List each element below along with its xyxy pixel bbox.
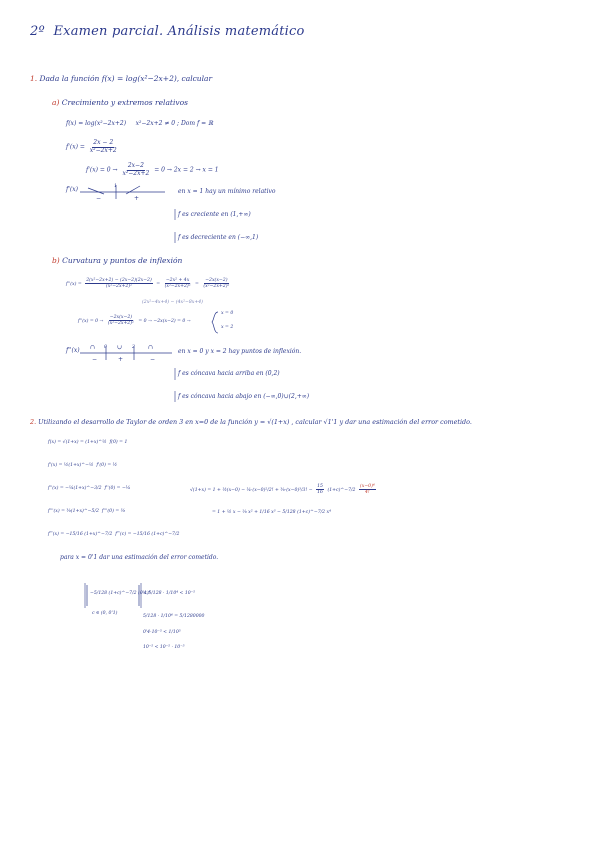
- q2-derivative-row: f'(x) = ½(1+x)^−½ f'(0) = ½: [48, 463, 118, 468]
- q1b-sign-2: +: [118, 356, 124, 363]
- q2-error-bound: −5/128 (1+c)^−7/2 (0'1)⁴: [90, 591, 151, 596]
- exam-title: Examen parcial. Análisis matemático: [53, 24, 305, 39]
- q2-statement: [30, 418, 472, 426]
- q2-error-intro: para x = 0'1 dar una estimación del error cometido.: [60, 554, 219, 561]
- q2-derivative-row: f⁗(x) = −15/16 (1+x)^−7/2 f⁗(c) = −15/16 (1+c)^−7/2: [48, 532, 180, 537]
- q1b-curvature-1: ∩: [90, 344, 96, 351]
- q1a-minimum-note: en x = 1 hay un mínimo relativo: [178, 188, 276, 195]
- q1a-heading: [52, 98, 188, 107]
- q1b-concave-up: f es cóncava hacia arriba en (0,2): [178, 370, 280, 377]
- q2-number: 2.: [30, 418, 37, 426]
- q1b-curvature-2: ∪: [117, 344, 123, 351]
- q2-error-condition: c ∈ (0, 0'1): [92, 611, 118, 616]
- q1a-letter: a): [52, 98, 60, 107]
- q1a-title: Crecimiento y extremos relativos: [61, 98, 188, 107]
- q1b-inflection-solve: f''(x) = 0 → $\frac{-2x(x-2)}{\text{(x²−2x+2)²}}$ = 0 → −2x(x−2) = 0 →: [78, 315, 191, 327]
- q1b-inflection-note: en x = 0 y x = 2 hay puntos de inflexión.: [178, 348, 302, 355]
- q1b-sign-chart-label: f''(x): [66, 347, 80, 354]
- q2-derivative-row: f''(x) = −¼(1+x)^−3/2 f''(0) = −¼: [48, 486, 131, 491]
- q1b-second-derivative: f''(x) = $\frac{\text{2(x²−2x+2) − (2x−2)(2x−2)}}{\text{(x²−2x+2)²}}$ = $\frac{\text{−2x² + 4x}}{\text{(x²−2x+2)²}}$ = $\frac{-2x(x-2)}{\text{(x²−2x+2)²}}$: [66, 278, 230, 290]
- q1b-sign-point-1: 0: [104, 345, 107, 350]
- q1b-letter: b): [52, 256, 60, 265]
- q2-error-step-2: 5/128 · 1/10⁴ = 5/1280000: [143, 614, 205, 619]
- q1a-decreasing: f es decreciente en (−∞,1): [178, 234, 259, 241]
- q2-taylor-expansion: √(1+x) = 1 + ½(x−0) − ¼·(x−0)²/2! + ⅜·(x−0)³/3! − $\frac{15}{16}$ (1+c)^−7/2 $\frac{\text{(x−0)⁴}}{4!}$: [190, 484, 375, 496]
- q1b-curvature-3: ∩: [148, 344, 154, 351]
- q2-error-step-4: 10⁻⁵ < 10⁻⁵ · 10⁻⁵: [143, 645, 185, 650]
- q1b-sign-point-2: 2: [132, 345, 135, 350]
- q1a-sign-point: 1: [114, 184, 117, 189]
- q1b-expansion-note: (2x²−4x+4) − (4x²−8x+4): [142, 300, 203, 305]
- q1-statement: [30, 74, 212, 83]
- q2-error-bound-rhs: ≤ 5/128 · 1/10⁴ < 10⁻⁵: [143, 591, 195, 596]
- q2-taylor-simplified: = 1 + ½ x − ⅛ x² + 1/16 x³ − 5/128 (1+c)^−7/2 x⁴: [212, 510, 331, 515]
- exam-number: 2º: [30, 24, 45, 39]
- q1b-title: Curvatura y puntos de inflexión: [62, 256, 183, 265]
- q2-derivative-row: f(x) = √(1+x) = (1+x)^½ f(0) = 1: [48, 440, 128, 445]
- q1a-domain: f(x) = log(x²−2x+2) x²−2x+2 ≠ 0 ; Dom f = ℝ: [66, 120, 214, 127]
- q1a-critical-point: f'(x) = 0 → $\frac{2x-2}{\text{x²−2x+2}}$ = 0 → 2x = 2 → x = 1: [86, 162, 219, 177]
- q1b-solution-2: x = 2: [221, 325, 234, 330]
- q1b-heading: [52, 256, 182, 265]
- q1b-sign-3: −: [150, 356, 156, 363]
- q1a-increasing: f es creciente en (1,+∞): [178, 211, 251, 218]
- q1b-concave-down: f es cóncava hacia abajo en (−∞,0)∪(2,+∞): [178, 393, 310, 400]
- q1a-sign-left: −: [96, 195, 102, 202]
- q1a-sign-right: +: [134, 195, 140, 202]
- q1-text: Dada la función f(x) = log(x²−2x+2), calcular: [39, 74, 213, 83]
- page-title: [30, 24, 305, 39]
- q2-error-step-3: 0'4·10⁻⁵ < 1/10⁵: [143, 630, 181, 635]
- q2-derivative-row: f'''(x) = ⅜(1+x)^−5/2 f'''(0) = ⅜: [48, 509, 126, 514]
- q1a-sign-chart-label: f'(x): [66, 186, 78, 193]
- q1-number: 1.: [30, 74, 38, 83]
- q1b-solution-1: x = 0: [221, 311, 234, 316]
- q2-text: Utilizando el desarrollo de Taylor de orden 3 en x=0 de la función y = √(1+x) , calcular √1'1 y dar una estimación del error cometido.: [38, 418, 472, 426]
- q1b-sign-1: −: [92, 356, 98, 363]
- q1a-first-derivative: f'(x) = $\frac{2x - 2}{\text{x²−2x+2}}$: [66, 139, 117, 154]
